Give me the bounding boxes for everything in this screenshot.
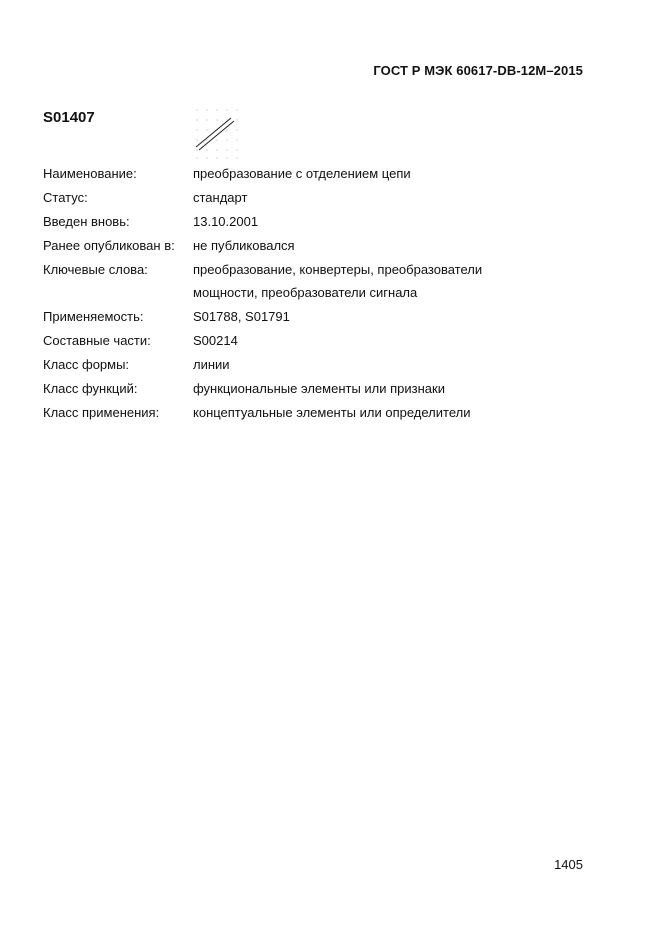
property-label: Класс функций: — [43, 381, 138, 396]
property-row — [43, 380, 583, 404]
property-value: S00214 — [193, 333, 238, 348]
property-row — [43, 308, 583, 332]
property-value: стандарт — [193, 190, 248, 205]
property-value: линии — [193, 357, 230, 372]
property-row — [43, 237, 583, 261]
property-value: не публиковался — [193, 238, 295, 253]
property-label: Применяемость: — [43, 309, 144, 324]
property-label: Класс формы: — [43, 357, 130, 372]
property-label: Введен вновь: — [43, 214, 130, 229]
property-value-line: мощности, преобразователи сигнала — [193, 285, 418, 300]
property-value: концептуальные элементы или определители — [193, 405, 471, 420]
property-value: преобразование с отделением цепи — [193, 166, 411, 181]
property-row — [43, 332, 583, 356]
property-label: Ключевые слова: — [43, 262, 148, 277]
property-label: Наименование: — [43, 166, 137, 181]
property-row — [43, 404, 583, 428]
property-row — [43, 165, 583, 189]
property-row — [43, 356, 583, 380]
property-value: S01788, S01791 — [193, 309, 290, 324]
property-row — [43, 213, 583, 237]
property-value — [193, 261, 583, 308]
symbol-code: S01407 — [43, 109, 95, 126]
property-label: Класс применения: — [43, 405, 160, 420]
property-row — [43, 189, 583, 213]
property-value: функциональные элементы или признаки — [193, 381, 445, 396]
document-header: ГОСТ Р МЭК 60617-DB-12M–2015 — [373, 63, 583, 78]
property-label: Статус: — [43, 190, 88, 205]
property-row — [43, 261, 583, 308]
property-label: Составные части: — [43, 333, 151, 348]
property-label: Ранее опубликован в: — [43, 238, 175, 253]
conversion-symbol-icon — [191, 104, 243, 160]
properties-table — [43, 165, 583, 428]
property-value: 13.10.2001 — [193, 214, 259, 229]
page-number: 1405 — [554, 857, 583, 872]
property-value-line: преобразование, конвертеры, преобразователи — [193, 262, 483, 277]
